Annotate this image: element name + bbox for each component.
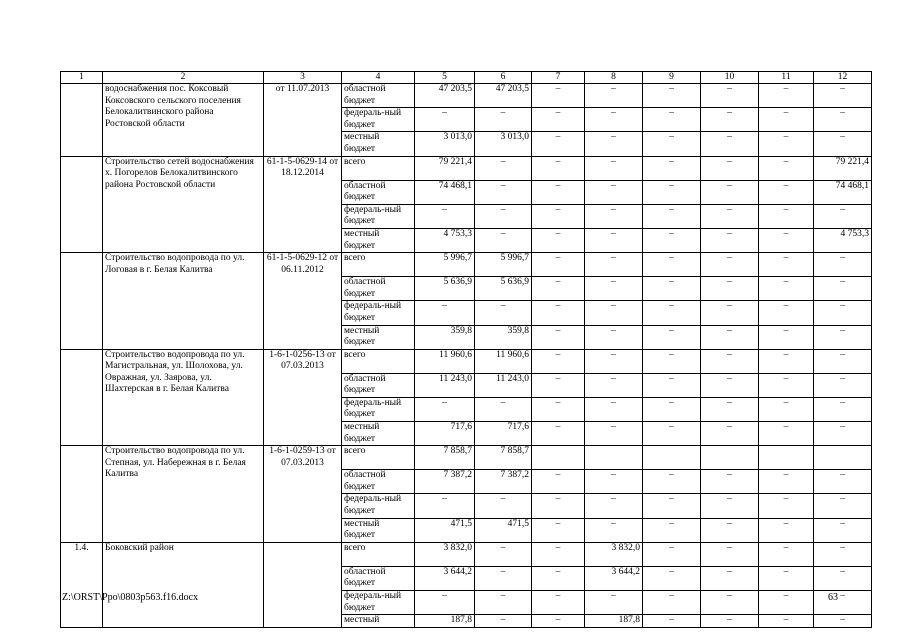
object-name: Строительство водопровода по ул. Магистральная, ул. Шолохова, ул. Овражная, ул. Заярова, ул. Шахтерская в г. Белая Калитва bbox=[103, 349, 264, 446]
value-cell: – bbox=[585, 84, 643, 108]
value-cell: – bbox=[475, 228, 532, 252]
value-cell: – bbox=[643, 132, 701, 156]
value-cell: – bbox=[814, 494, 872, 518]
value-cell: 4 753,3 bbox=[415, 228, 475, 252]
value-cell: – bbox=[415, 108, 475, 132]
value-cell: 717,6 bbox=[415, 422, 475, 446]
funding-source: федераль-ный бюджет bbox=[342, 397, 415, 421]
value-cell: 11 243,0 bbox=[415, 373, 475, 397]
funding-source: областной бюджет bbox=[342, 373, 415, 397]
value-cell: – bbox=[759, 325, 814, 349]
value-cell: 471,5 bbox=[415, 518, 475, 542]
value-cell: – bbox=[643, 108, 701, 132]
value-cell: – bbox=[643, 470, 701, 494]
funding-source: местный бюджет bbox=[342, 325, 415, 349]
value-cell: – bbox=[643, 180, 701, 204]
value-cell: – bbox=[532, 204, 585, 228]
value-cell: 5 996,7 bbox=[415, 253, 475, 277]
document-path: Z:\ORST\Ppo\0803p563.f16.docx bbox=[62, 592, 199, 603]
value-cell: – bbox=[759, 84, 814, 108]
value-cell: – bbox=[759, 180, 814, 204]
value-cell: – bbox=[643, 325, 701, 349]
funding-source: федераль-ный бюджет bbox=[342, 591, 415, 615]
value-cell: – bbox=[585, 373, 643, 397]
value-cell: 7 387,2 bbox=[415, 470, 475, 494]
value-cell: – bbox=[585, 591, 643, 615]
value-cell: – bbox=[585, 518, 643, 542]
value-cell: – bbox=[759, 518, 814, 542]
value-cell bbox=[759, 446, 814, 470]
value-cell: – bbox=[759, 108, 814, 132]
value-cell: – bbox=[585, 301, 643, 325]
value-cell: 187,8 bbox=[585, 615, 643, 628]
value-cell: 5 996,7 bbox=[475, 253, 532, 277]
value-cell: – bbox=[643, 422, 701, 446]
value-cell: – bbox=[532, 108, 585, 132]
funding-source: местный бюджет bbox=[342, 228, 415, 252]
value-cell: – bbox=[643, 301, 701, 325]
value-cell: – bbox=[759, 422, 814, 446]
value-cell: 3 013,0 bbox=[415, 132, 475, 156]
value-cell: 11 960,6 bbox=[415, 349, 475, 373]
value-cell: – bbox=[759, 277, 814, 301]
value-cell: – bbox=[643, 349, 701, 373]
object-code: 61-1-5-0629-14 от 18.12.2014 bbox=[264, 156, 342, 253]
funding-source: всего bbox=[342, 253, 415, 277]
value-cell: – bbox=[701, 253, 759, 277]
value-cell: – bbox=[643, 542, 701, 566]
value-cell: – bbox=[585, 180, 643, 204]
value-cell: 717,6 bbox=[475, 422, 532, 446]
value-cell: – bbox=[643, 494, 701, 518]
value-cell: – bbox=[532, 84, 585, 108]
value-cell: – bbox=[532, 301, 585, 325]
value-cell bbox=[701, 446, 759, 470]
funding-source: всего bbox=[342, 349, 415, 373]
funding-source: областной бюджет bbox=[342, 180, 415, 204]
funding-source: местный бюджет bbox=[342, 422, 415, 446]
value-cell: – bbox=[475, 204, 532, 228]
value-cell: – bbox=[759, 615, 814, 628]
value-cell: 11 243,0 bbox=[475, 373, 532, 397]
value-cell: – bbox=[701, 373, 759, 397]
value-cell: – bbox=[814, 373, 872, 397]
value-cell: – bbox=[585, 228, 643, 252]
value-cell: 3 013,0 bbox=[475, 132, 532, 156]
row-index bbox=[61, 84, 103, 157]
funding-source: всего bbox=[342, 446, 415, 470]
table-row bbox=[61, 84, 872, 108]
value-cell: – bbox=[643, 228, 701, 252]
funding-source: местный bbox=[342, 615, 415, 628]
value-cell: – bbox=[585, 132, 643, 156]
value-cell: – bbox=[585, 156, 643, 180]
value-cell: – bbox=[701, 156, 759, 180]
value-cell: – bbox=[814, 615, 872, 628]
value-cell: 3 832,0 bbox=[585, 542, 643, 566]
value-cell: – bbox=[532, 277, 585, 301]
value-cell: – bbox=[475, 397, 532, 421]
value-cell: – bbox=[814, 204, 872, 228]
value-cell: – bbox=[415, 397, 475, 421]
value-cell bbox=[814, 446, 872, 470]
value-cell: – bbox=[701, 542, 759, 566]
value-cell: – bbox=[475, 108, 532, 132]
value-cell: – bbox=[814, 591, 872, 615]
column-header: 4 bbox=[342, 72, 415, 84]
value-cell: – bbox=[701, 349, 759, 373]
column-header: 6 bbox=[475, 72, 532, 84]
value-cell: – bbox=[532, 494, 585, 518]
value-cell: 79 221,4 bbox=[415, 156, 475, 180]
column-header: 11 bbox=[759, 72, 814, 84]
value-cell: 471,5 bbox=[475, 518, 532, 542]
object-code: 1-6-1-0259-13 от 07.03.2013 bbox=[264, 446, 342, 543]
value-cell: 7 387,2 bbox=[475, 470, 532, 494]
value-cell: 187,8 bbox=[415, 615, 475, 628]
value-cell: – bbox=[643, 566, 701, 590]
value-cell: – bbox=[701, 494, 759, 518]
value-cell: – bbox=[701, 301, 759, 325]
value-cell: – bbox=[643, 253, 701, 277]
value-cell: – bbox=[643, 156, 701, 180]
funding-source: всего bbox=[342, 156, 415, 180]
value-cell: – bbox=[585, 277, 643, 301]
column-header: 1 bbox=[61, 72, 103, 84]
value-cell: – bbox=[814, 325, 872, 349]
value-cell: – bbox=[532, 132, 585, 156]
value-cell: – bbox=[814, 349, 872, 373]
value-cell: – bbox=[415, 204, 475, 228]
funding-source: всего bbox=[342, 542, 415, 566]
value-cell: – bbox=[814, 470, 872, 494]
object-code: от 11.07.2013 bbox=[264, 84, 342, 157]
row-index bbox=[61, 446, 103, 543]
funding-source: областной бюджет bbox=[342, 84, 415, 108]
value-cell: – bbox=[643, 84, 701, 108]
value-cell: – bbox=[475, 156, 532, 180]
value-cell: – bbox=[701, 325, 759, 349]
value-cell: – bbox=[814, 277, 872, 301]
value-cell: – bbox=[814, 132, 872, 156]
value-cell bbox=[643, 446, 701, 470]
object-code: 61-1-5-0629-12 от 06.11.2012 bbox=[264, 253, 342, 350]
row-index: 1.4. bbox=[61, 542, 103, 627]
value-cell: – bbox=[585, 204, 643, 228]
value-cell: – bbox=[532, 228, 585, 252]
value-cell: – bbox=[532, 591, 585, 615]
funding-source: областной бюджет bbox=[342, 566, 415, 590]
value-cell: 3 644,2 bbox=[585, 566, 643, 590]
value-cell: – bbox=[532, 349, 585, 373]
value-cell: – bbox=[532, 422, 585, 446]
value-cell: – bbox=[643, 397, 701, 421]
funding-source: областной бюджет bbox=[342, 277, 415, 301]
value-cell: – bbox=[814, 566, 872, 590]
row-index bbox=[61, 349, 103, 446]
value-cell: – bbox=[475, 591, 532, 615]
value-cell: 7 858,7 bbox=[415, 446, 475, 470]
value-cell: – bbox=[814, 397, 872, 421]
object-name: Строительство сетей водоснабжения х. Погорелов Белокалитвинского района Ростовской области bbox=[103, 156, 264, 253]
value-cell: – bbox=[585, 349, 643, 373]
funding-source: федераль-ный бюджет bbox=[342, 108, 415, 132]
column-header: 2 bbox=[103, 72, 264, 84]
value-cell: 7 858,7 bbox=[475, 446, 532, 470]
value-cell: 47 203,5 bbox=[475, 84, 532, 108]
value-cell: – bbox=[701, 422, 759, 446]
value-cell: – bbox=[759, 591, 814, 615]
row-index bbox=[61, 156, 103, 253]
funding-source: местный бюджет bbox=[342, 518, 415, 542]
value-cell: – bbox=[585, 397, 643, 421]
value-cell: – bbox=[701, 132, 759, 156]
object-name: водоснабжения пос. Коксовый Коксовского сельского поселения Белокалитвинского района Ростовской области bbox=[103, 84, 264, 157]
value-cell: – bbox=[814, 542, 872, 566]
value-cell: – bbox=[701, 566, 759, 590]
value-cell: – bbox=[701, 84, 759, 108]
value-cell: – bbox=[585, 470, 643, 494]
value-cell: – bbox=[701, 397, 759, 421]
value-cell: – bbox=[415, 301, 475, 325]
value-cell: – bbox=[415, 494, 475, 518]
value-cell: 359,8 bbox=[415, 325, 475, 349]
funding-source: федераль-ный бюджет bbox=[342, 301, 415, 325]
value-cell: – bbox=[701, 518, 759, 542]
investment-table bbox=[60, 71, 872, 628]
table-row bbox=[61, 253, 872, 277]
value-cell: – bbox=[532, 518, 585, 542]
object-name: Строительство водопровода по ул. Логовая в г. Белая Калитва bbox=[103, 253, 264, 350]
value-cell: – bbox=[532, 470, 585, 494]
column-header: 10 bbox=[701, 72, 759, 84]
value-cell bbox=[532, 446, 585, 470]
value-cell: – bbox=[532, 373, 585, 397]
value-cell: – bbox=[532, 542, 585, 566]
value-cell: – bbox=[415, 591, 475, 615]
value-cell: – bbox=[759, 132, 814, 156]
value-cell: – bbox=[759, 373, 814, 397]
value-cell: – bbox=[759, 349, 814, 373]
object-name: Боковский район bbox=[103, 542, 264, 627]
value-cell: – bbox=[814, 253, 872, 277]
value-cell: 74 468,1 bbox=[415, 180, 475, 204]
value-cell: – bbox=[701, 277, 759, 301]
value-cell: – bbox=[643, 277, 701, 301]
value-cell: 359,8 bbox=[475, 325, 532, 349]
value-cell: – bbox=[532, 253, 585, 277]
value-cell: – bbox=[475, 615, 532, 628]
value-cell: – bbox=[643, 518, 701, 542]
value-cell: – bbox=[701, 470, 759, 494]
value-cell: – bbox=[475, 542, 532, 566]
column-header: 7 bbox=[532, 72, 585, 84]
value-cell: – bbox=[759, 204, 814, 228]
value-cell: – bbox=[701, 591, 759, 615]
value-cell: – bbox=[701, 615, 759, 628]
value-cell: – bbox=[532, 566, 585, 590]
header-row bbox=[61, 72, 872, 84]
value-cell: – bbox=[475, 301, 532, 325]
value-cell: – bbox=[701, 108, 759, 132]
value-cell: – bbox=[701, 228, 759, 252]
value-cell: – bbox=[759, 470, 814, 494]
value-cell: – bbox=[475, 566, 532, 590]
value-cell: – bbox=[814, 301, 872, 325]
value-cell: 47 203,5 bbox=[415, 84, 475, 108]
value-cell: – bbox=[701, 204, 759, 228]
value-cell: – bbox=[585, 422, 643, 446]
value-cell: 74 468,1 bbox=[814, 180, 872, 204]
funding-source: федераль-ный бюджет bbox=[342, 494, 415, 518]
value-cell: – bbox=[585, 253, 643, 277]
column-header: 3 bbox=[264, 72, 342, 84]
value-cell: 5 636,9 bbox=[475, 277, 532, 301]
value-cell: – bbox=[814, 422, 872, 446]
value-cell: – bbox=[759, 397, 814, 421]
value-cell bbox=[585, 446, 643, 470]
object-code: 1-6-1-0256-13 от 07.03.2013 bbox=[264, 349, 342, 446]
value-cell: 3 644,2 bbox=[415, 566, 475, 590]
value-cell: – bbox=[814, 84, 872, 108]
value-cell: – bbox=[643, 373, 701, 397]
funding-source: федераль-ный бюджет bbox=[342, 204, 415, 228]
table-row bbox=[61, 349, 872, 373]
funding-source: областной бюджет bbox=[342, 470, 415, 494]
funding-source: местный бюджет bbox=[342, 132, 415, 156]
value-cell: – bbox=[759, 542, 814, 566]
value-cell: 5 636,9 bbox=[415, 277, 475, 301]
value-cell: – bbox=[585, 108, 643, 132]
value-cell: – bbox=[532, 397, 585, 421]
column-header: 9 bbox=[643, 72, 701, 84]
value-cell: – bbox=[532, 615, 585, 628]
value-cell: – bbox=[475, 494, 532, 518]
value-cell: 11 960,6 bbox=[475, 349, 532, 373]
column-header: 5 bbox=[415, 72, 475, 84]
value-cell: – bbox=[759, 156, 814, 180]
value-cell: – bbox=[643, 204, 701, 228]
table-row bbox=[61, 156, 872, 180]
value-cell: – bbox=[643, 615, 701, 628]
value-cell: – bbox=[643, 591, 701, 615]
column-header: 8 bbox=[585, 72, 643, 84]
column-header: 12 bbox=[814, 72, 872, 84]
value-cell: 3 832,0 bbox=[415, 542, 475, 566]
value-cell: – bbox=[585, 494, 643, 518]
object-code bbox=[264, 542, 342, 627]
value-cell: – bbox=[759, 228, 814, 252]
value-cell: – bbox=[759, 301, 814, 325]
value-cell: – bbox=[759, 494, 814, 518]
value-cell: – bbox=[532, 156, 585, 180]
value-cell: – bbox=[475, 180, 532, 204]
value-cell: – bbox=[701, 180, 759, 204]
value-cell: 4 753,3 bbox=[814, 228, 872, 252]
page-number: 63 bbox=[828, 592, 838, 603]
value-cell: – bbox=[532, 180, 585, 204]
row-index bbox=[61, 253, 103, 350]
value-cell: – bbox=[585, 325, 643, 349]
value-cell: – bbox=[759, 253, 814, 277]
value-cell: 79 221,4 bbox=[814, 156, 872, 180]
value-cell: – bbox=[814, 108, 872, 132]
value-cell: – bbox=[814, 518, 872, 542]
object-name: Строительство водопровода по ул. Степная, ул. Набережная в г. Белая Калитва bbox=[103, 446, 264, 543]
table-row bbox=[61, 542, 872, 566]
value-cell: – bbox=[759, 566, 814, 590]
value-cell: – bbox=[532, 325, 585, 349]
table-row bbox=[61, 446, 872, 470]
